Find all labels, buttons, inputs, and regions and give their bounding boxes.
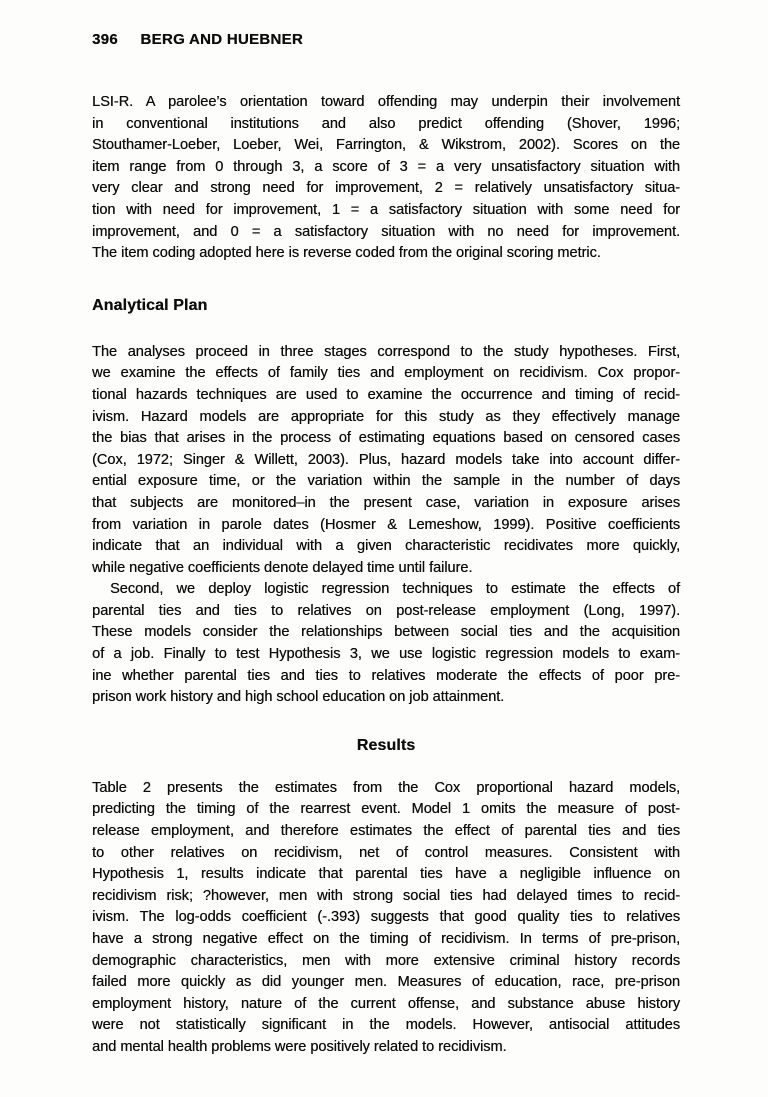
- paragraph-line: predicting the timing of the rearrest event. Model 1 omits the measure of post-: [92, 801, 680, 818]
- paragraph-line: item range from 0 through 3, a score of 3 = a very unsatisfactory situation with: [92, 158, 680, 175]
- paragraph-line: in conventional institutions and also predict offending (Shover, 1996;: [92, 115, 680, 132]
- paragraph-line: that subjects are monitored–in the present case, variation in exposure arises: [92, 494, 680, 511]
- paragraph-line: ential exposure time, or the variation within the sample in the number of days: [92, 473, 680, 490]
- paragraph-line: of a job. Finally to test Hypothesis 3, we use logistic regression models to exam-: [92, 646, 680, 663]
- running-header: [92, 31, 303, 48]
- paragraph-line: improvement, and 0 = a satisfactory situation with no need for improvement.: [92, 223, 680, 240]
- paragraph-line: Table 2 presents the estimates from the Cox proportional hazard models,: [92, 779, 680, 796]
- paragraph-line: LSI-R. A parolee’s orientation toward offending may underpin their involvement: [92, 94, 680, 110]
- paragraph-line: the bias that arises in the process of estimating equations based on censored cases: [92, 430, 680, 447]
- paragraph-line: to other relatives on recidivism, net of control measures. Consistent with: [92, 844, 680, 861]
- paragraph-line: (Cox, 1972; Singer & Willett, 2003). Plus, hazard models take into account differ-: [92, 451, 680, 468]
- paragraph-line: demographic characteristics, men with more extensive criminal history records: [92, 952, 680, 969]
- page-number: 396: [92, 31, 118, 48]
- paragraph: [92, 342, 680, 580]
- paragraph-line: These models consider the relationships between social ties and the acquisition: [92, 624, 680, 641]
- paragraph-line: Hypothesis 1, results indicate that parental ties have a negligible influence on: [92, 866, 680, 883]
- paragraph-line: indicate that an individual with a given characteristic recidivates more quickly,: [92, 538, 680, 555]
- section-heading: Analytical Plan: [92, 296, 208, 314]
- running-head-title: BERG AND HUEBNER: [140, 31, 303, 48]
- paragraph-line: tional hazards techniques are used to examine the occurrence and timing of recid-: [92, 386, 680, 403]
- paragraph-line: ivism. Hazard models are appropriate for this study as they effectively manage: [92, 408, 680, 425]
- paragraph: [92, 92, 680, 265]
- paragraph-line: Second, we deploy logistic regression techniques to estimate the effects of: [110, 581, 680, 598]
- paragraph-line: from variation in parole dates (Hosmer & Lemeshow, 1999). Positive coefficients: [92, 516, 680, 533]
- paragraph-line: while negative coefficients denote delayed time until failure.: [92, 559, 473, 576]
- paragraph: [92, 579, 680, 709]
- paragraph-line: prison work history and high school education on job attainment.: [92, 689, 505, 706]
- paragraph-line: ine whether parental ties and ties to relatives moderate the effects of poor pre-: [92, 667, 680, 684]
- paragraph: [92, 778, 680, 1059]
- paragraph-line: very clear and strong need for improvement, 2 = relatively unsatisfactory situa-: [92, 180, 680, 197]
- paragraph-line: ivism. The log-odds coefficient (-.393) suggests that good quality ties to relatives: [92, 909, 680, 926]
- paragraph-line: release employment, and therefore estimates the effect of parental ties and ties: [92, 823, 680, 840]
- paragraph-line: have a strong negative effect on the timing of recidivism. In terms of pre-prison,: [92, 931, 680, 947]
- paragraph-line: and mental health problems were positively related to recidivism.: [92, 1038, 507, 1055]
- page-body: [92, 92, 680, 1059]
- paragraph-line: recidivism risk; ?however, men with strong social ties had delayed times to recid-: [92, 887, 680, 904]
- paragraph-line: failed more quickly as did younger men. Measures of education, race, pre-prison: [92, 974, 680, 991]
- paragraph-line: The analyses proceed in three stages correspond to the study hypotheses. First,: [92, 343, 680, 360]
- paragraph-line: The item coding adopted here is reverse coded from the original scoring metric.: [92, 245, 601, 262]
- paragraph-line: parental ties and ties to relatives on post-release employment (Long, 1997).: [92, 602, 680, 619]
- paragraph-line: Stouthamer-Loeber, Loeber, Wei, Farrington, & Wikstrom, 2002). Scores on the: [92, 137, 680, 154]
- paragraph-line: tion with need for improvement, 1 = a satisfactory situation with some need for: [92, 201, 680, 218]
- section-heading: Results: [356, 736, 416, 754]
- paragraph-line: we examine the effects of family ties and employment on recidivism. Cox propor-: [92, 365, 680, 382]
- paragraph-line: employment history, nature of the current offense, and substance abuse history: [92, 995, 680, 1012]
- paragraph-line: were not statistically significant in the models. However, antisocial attitudes: [92, 1017, 680, 1034]
